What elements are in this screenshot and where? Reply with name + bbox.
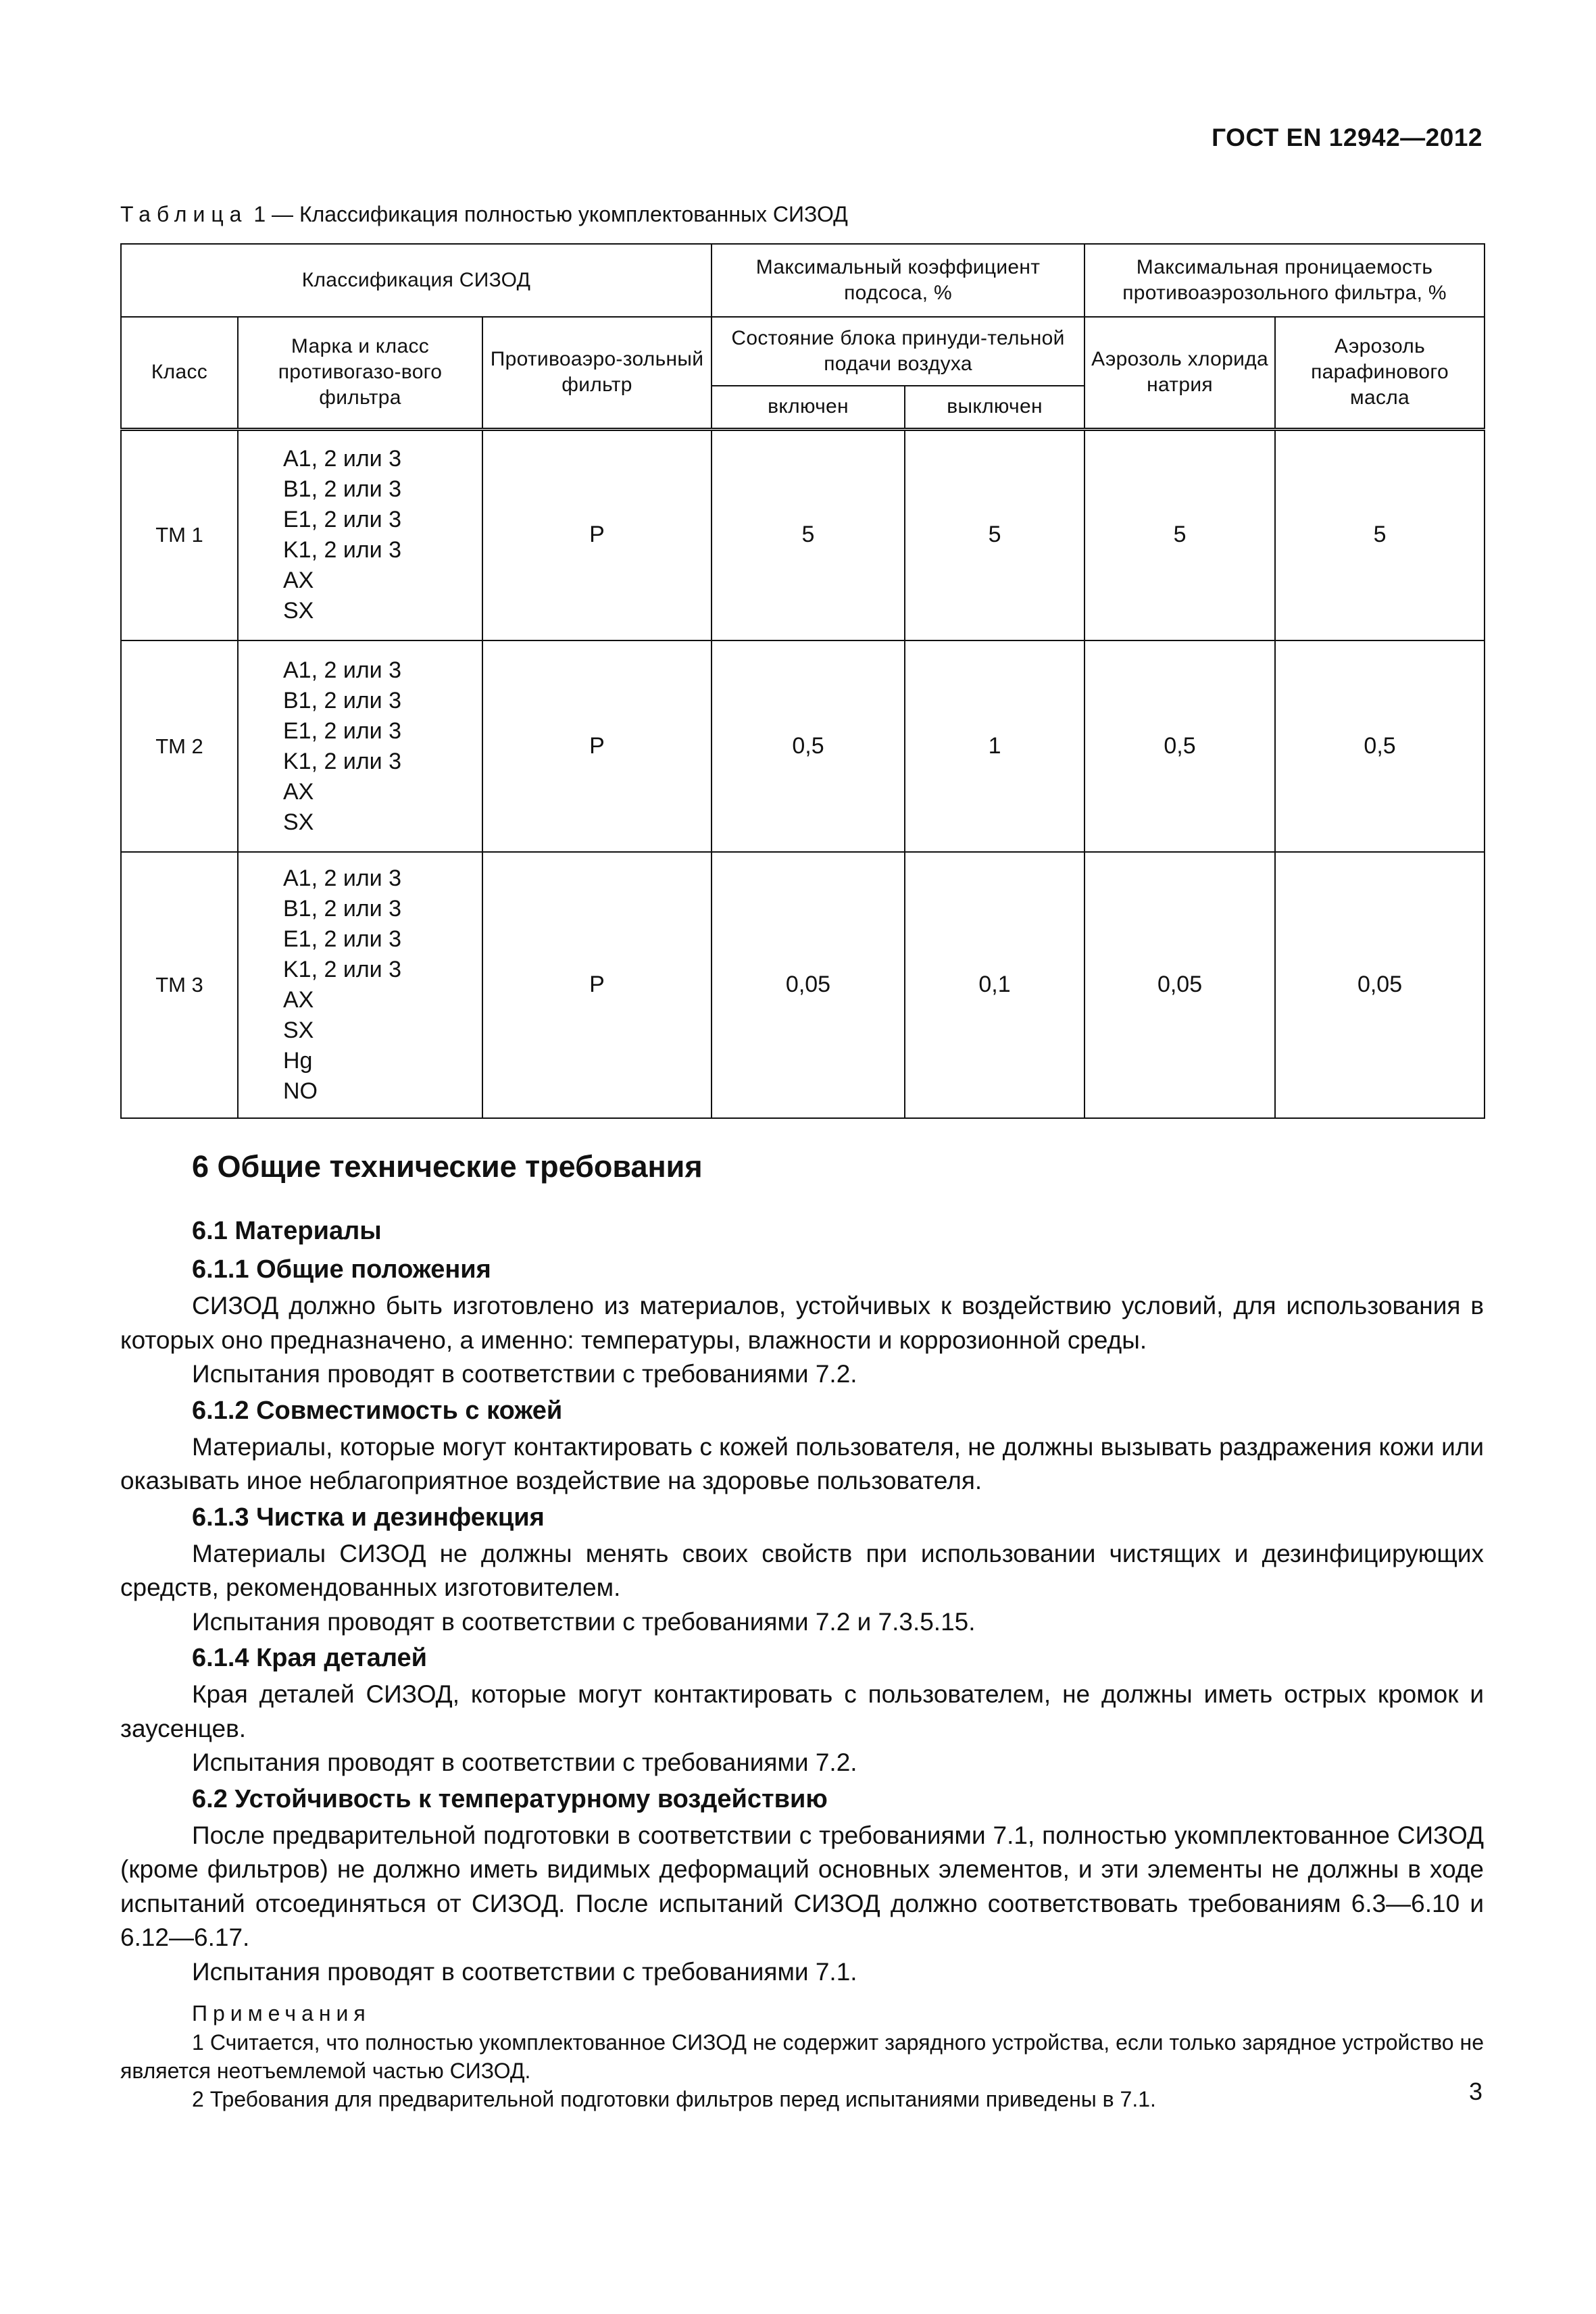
cell-leakage-on: 0,05: [712, 852, 905, 1118]
header-gas-filter: Марка и класс противогазо-вого фильтра: [238, 317, 482, 429]
cell-leakage-on: 0,5: [712, 640, 905, 852]
header-max-leakage: Максимальный коэффициент подсоса, %: [712, 244, 1084, 317]
cell-paraffin: 0,5: [1275, 640, 1485, 852]
cell-paraffin: 0,05: [1275, 852, 1485, 1118]
cell-nacl: 0,5: [1084, 640, 1275, 852]
paragraph: Материалы, которые могут контактировать с кожей пользователя, не должны вызывать раздражения кожи или оказывать иное неблагоприятное воздействие на здоровье пользователя.: [120, 1432, 1484, 1494]
paragraph: Края деталей СИЗОД, которые могут контактировать с пользователем, не должны иметь острых кромок и заусенцев.: [120, 1680, 1484, 1742]
cell-particle-filter: P: [482, 640, 712, 852]
cell-class: ТМ 2: [121, 640, 238, 852]
cell-nacl: 5: [1084, 429, 1275, 640]
gas-filter-mark: K1, 2 или 3: [283, 537, 402, 563]
paragraph: Испытания проводят в соответствии с требованиями 7.2.: [192, 1749, 857, 1776]
header-classification: Классификация СИЗОД: [121, 244, 712, 317]
header-class: Класс: [121, 317, 238, 429]
gas-filter-mark: AX: [283, 778, 314, 805]
cell-leakage-on: 5: [712, 429, 905, 640]
gas-filter-mark: SX: [283, 598, 314, 624]
paragraph: После предварительной подготовки в соответствии с требованиями 7.1, полностью укомплектованное СИЗОД (кроме фильтров) не должно иметь видимых деформаций основных элементов, и эти элементы не должны в ходе испытаний отсоединяться от СИЗОД. После испытаний СИЗОД должно соответствовать требованиям 6.3—6.10 и 6.12—6.17.: [120, 1821, 1484, 1951]
gas-filter-mark: AX: [283, 987, 314, 1013]
gas-filter-mark: K1, 2 или 3: [283, 748, 402, 774]
cell-class: ТМ 1: [121, 429, 238, 640]
gas-filter-mark: Hg: [283, 1048, 313, 1074]
gas-filter-mark: A1, 2 или 3: [283, 446, 402, 472]
note: 2 Требования для предварительной подготовки фильтров перед испытаниями приведены в 7.1.: [192, 2087, 1156, 2111]
subsection-heading-6-1-2: 6.1.2 Совместимость с кожей: [192, 1396, 563, 1425]
gas-filter-mark: B1, 2 или 3: [283, 896, 402, 922]
note: 1 Считается, что полностью укомплектованное СИЗОД не содержит зарядного устройства, если только зарядное устройство не является неотъемлемой частью СИЗОД.: [120, 2030, 1484, 2083]
table-caption-prefix: Таблица: [120, 202, 248, 226]
gas-filter-mark: E1, 2 или 3: [283, 507, 402, 533]
header-paraffin-aerosol: Аэрозоль парафинового масла: [1275, 317, 1485, 429]
cell-paraffin: 5: [1275, 429, 1485, 640]
paragraph: Испытания проводят в соответствии с требованиями 7.2 и 7.3.5.15.: [192, 1607, 976, 1636]
gas-filter-mark: B1, 2 или 3: [283, 687, 402, 713]
subsection-heading-6-1-4: 6.1.4 Края деталей: [192, 1644, 427, 1672]
header-blower-state: Состояние блока принуди-тельной подачи воздуха: [712, 317, 1084, 386]
table-row: [121, 640, 1485, 852]
gas-filter-mark: AX: [283, 568, 314, 594]
gas-filter-mark: SX: [283, 1017, 314, 1043]
section-heading: 6 Общие технические требования: [192, 1149, 703, 1184]
cell-gas-filter-marks: [238, 640, 482, 852]
gas-filter-mark: B1, 2 или 3: [283, 476, 402, 503]
subsection-heading-6-1: 6.1 Материалы: [192, 1217, 382, 1245]
header-max-penetration: Максимальная проницаемость противоаэрозольного фильтра, %: [1084, 244, 1485, 317]
paragraph: СИЗОД должно быть изготовлено из материалов, устойчивых к воздействию условий, для использования в которых оно предназначено, а именно: температуры, влажности и коррозионной среды.: [120, 1292, 1484, 1354]
table-caption: [120, 202, 848, 227]
gas-filter-mark: E1, 2 или 3: [283, 718, 402, 744]
gas-filter-mark: E1, 2 или 3: [283, 926, 402, 952]
header-blower-off: выключен: [905, 386, 1084, 429]
gas-filter-mark: NO: [283, 1078, 318, 1104]
subsection-heading-6-1-1: 6.1.1 Общие положения: [192, 1255, 491, 1284]
cell-leakage-off: 5: [905, 429, 1084, 640]
gas-filter-mark: A1, 2 или 3: [283, 657, 402, 683]
cell-leakage-off: 0,1: [905, 852, 1084, 1118]
table-caption-text: 1 — Классификация полностью укомплектованных СИЗОД: [247, 202, 848, 226]
classification-table: [120, 243, 1485, 1119]
gas-filter-mark: K1, 2 или 3: [283, 957, 402, 982]
notes-heading: Примечания: [192, 2001, 371, 2026]
section-6-body: [120, 1149, 1484, 2113]
table-row: [121, 429, 1485, 640]
cell-class: ТМ 3: [121, 852, 238, 1118]
cell-particle-filter: P: [482, 852, 712, 1118]
cell-leakage-off: 1: [905, 640, 1084, 852]
paragraph: Материалы СИЗОД не должны менять своих свойств при использовании чистящих и дезинфицирующих средств, рекомендованных изготовителем.: [120, 1539, 1484, 1601]
standard-designation: ГОСТ EN 12942—2012: [1212, 124, 1482, 151]
subsection-heading-6-1-3: 6.1.3 Чистка и дезинфекция: [192, 1503, 545, 1532]
header-particle-filter: Противоаэро-зольный фильтр: [482, 317, 712, 429]
paragraph: Испытания проводят в соответствии с требованиями 7.1.: [192, 1957, 857, 1986]
page-number: 3: [1468, 2078, 1482, 2105]
gas-filter-mark: SX: [283, 809, 314, 835]
cell-nacl: 0,05: [1084, 852, 1275, 1118]
header-blower-on: включен: [712, 386, 905, 429]
paragraph: Испытания проводят в соответствии с требованиями 7.2.: [192, 1360, 857, 1388]
cell-gas-filter-marks: [238, 852, 482, 1118]
header-nacl-aerosol: Аэрозоль хлорида натрия: [1084, 317, 1275, 429]
cell-gas-filter-marks: [238, 429, 482, 640]
subsection-heading-6-2: 6.2 Устойчивость к температурному воздействию: [192, 1784, 828, 1813]
gas-filter-mark: A1, 2 или 3: [283, 865, 402, 891]
cell-particle-filter: P: [482, 429, 712, 640]
table-row: [121, 852, 1485, 1118]
